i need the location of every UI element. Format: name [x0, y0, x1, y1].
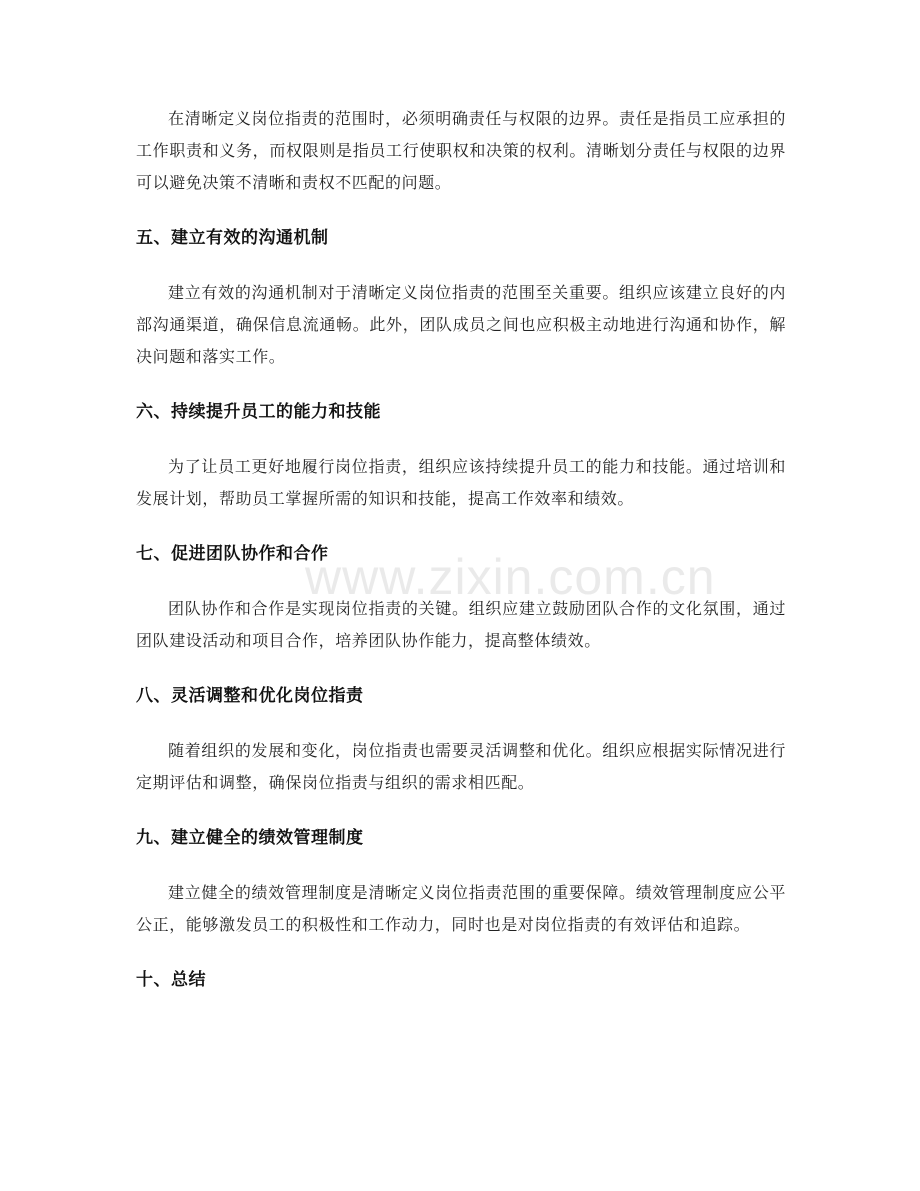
document-body [136, 103, 786, 995]
heading-section-6: 六、持续提升员工的能力和技能 [136, 402, 381, 422]
paragraph-section-6: 为了让员工更好地履行岗位指责，组织应该持续提升员工的能力和技能。通过培训和发展计划，帮助员工掌握所需的知识和技能，提高工作效率和绩效。 [136, 457, 786, 508]
paragraph-section-7: 团队协作和合作是实现岗位指责的关键。组织应建立鼓励团队合作的文化氛围，通过团队建设活动和项目合作，培养团队协作能力，提高整体绩效。 [136, 599, 786, 650]
heading-section-8: 八、灵活调整和优化岗位指责 [136, 686, 364, 706]
heading-section-7: 七、促进团队协作和合作 [136, 544, 329, 564]
heading-section-5: 五、建立有效的沟通机制 [136, 228, 329, 248]
heading-section-10: 十、总结 [136, 970, 206, 990]
paragraph-responsibility-boundary: 在清晰定义岗位指责的范围时，必须明确责任与权限的边界。责任是指员工应承担的工作职责和义务，而权限则是指员工行使职权和决策的权利。清晰划分责任与权限的边界可以避免决策不清晰和责权不匹配的问题。 [136, 109, 786, 192]
paragraph-section-9: 建立健全的绩效管理制度是清晰定义岗位指责范围的重要保障。绩效管理制度应公平公正，能够激发员工的积极性和工作动力，同时也是对岗位指责的有效评估和追踪。 [136, 883, 786, 934]
paragraph-section-8: 随着组织的发展和变化，岗位指责也需要灵活调整和优化。组织应根据实际情况进行定期评估和调整，确保岗位指责与组织的需求相匹配。 [136, 741, 786, 792]
paragraph-section-5: 建立有效的沟通机制对于清晰定义岗位指责的范围至关重要。组织应该建立良好的内部沟通渠道，确保信息流通畅。此外，团队成员之间也应积极主动地进行沟通和协作，解决问题和落实工作。 [136, 283, 786, 366]
watermark: www.zixin.com.cn [305, 549, 716, 605]
heading-section-9: 九、建立健全的绩效管理制度 [136, 828, 364, 848]
